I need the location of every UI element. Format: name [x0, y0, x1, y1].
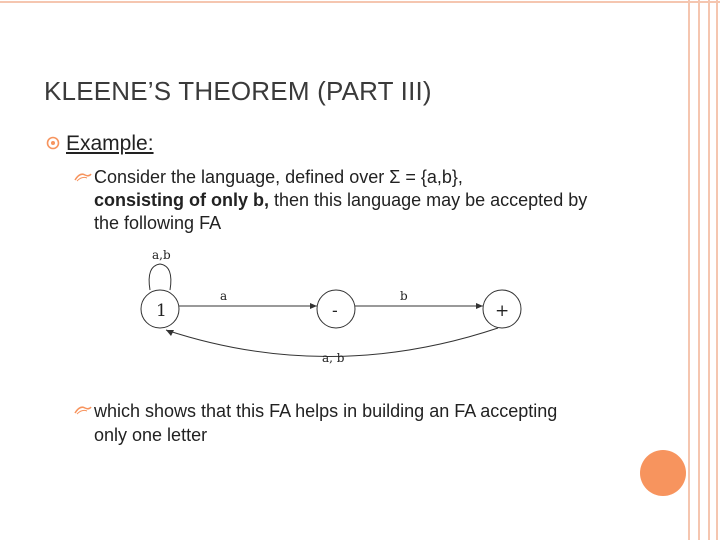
arrowhead — [166, 330, 174, 336]
arrowhead — [476, 303, 483, 309]
state-label: 1 — [156, 301, 167, 321]
consider-text-end: then this language may be accepted by the following FA — [94, 190, 588, 233]
page-title: KLEENE’S THEOREM (PART III) — [44, 76, 432, 106]
decorative-line — [708, 0, 710, 540]
sub-bullet-icon — [74, 171, 92, 183]
self-loop-edge — [149, 264, 171, 290]
consider-text: Consider the language, defined over Σ = {a,b}, — [94, 167, 463, 187]
edge-label: a — [220, 289, 228, 303]
decorative-circle — [640, 450, 686, 496]
decorative-line — [698, 0, 700, 540]
consider-paragraph — [94, 166, 594, 235]
state-label: - — [332, 301, 338, 321]
edge-label: a,b — [152, 248, 171, 262]
top-decoration — [0, 0, 720, 10]
state-label: + — [495, 301, 510, 321]
sub-bullet-icon — [74, 404, 92, 416]
conclusion-text: which shows that this FA helps in building an FA accepting only one letter — [94, 401, 558, 445]
fa-diagram — [130, 244, 530, 369]
bullet-icon — [46, 136, 60, 150]
decorative-line — [716, 0, 718, 540]
edge-label: a, b — [322, 351, 345, 365]
arrowhead — [310, 303, 317, 309]
edge-label: b — [400, 289, 408, 303]
consider-bold-text: consisting of only b, — [94, 190, 269, 210]
example-label: Example: — [66, 132, 154, 155]
decorative-line — [688, 0, 690, 540]
